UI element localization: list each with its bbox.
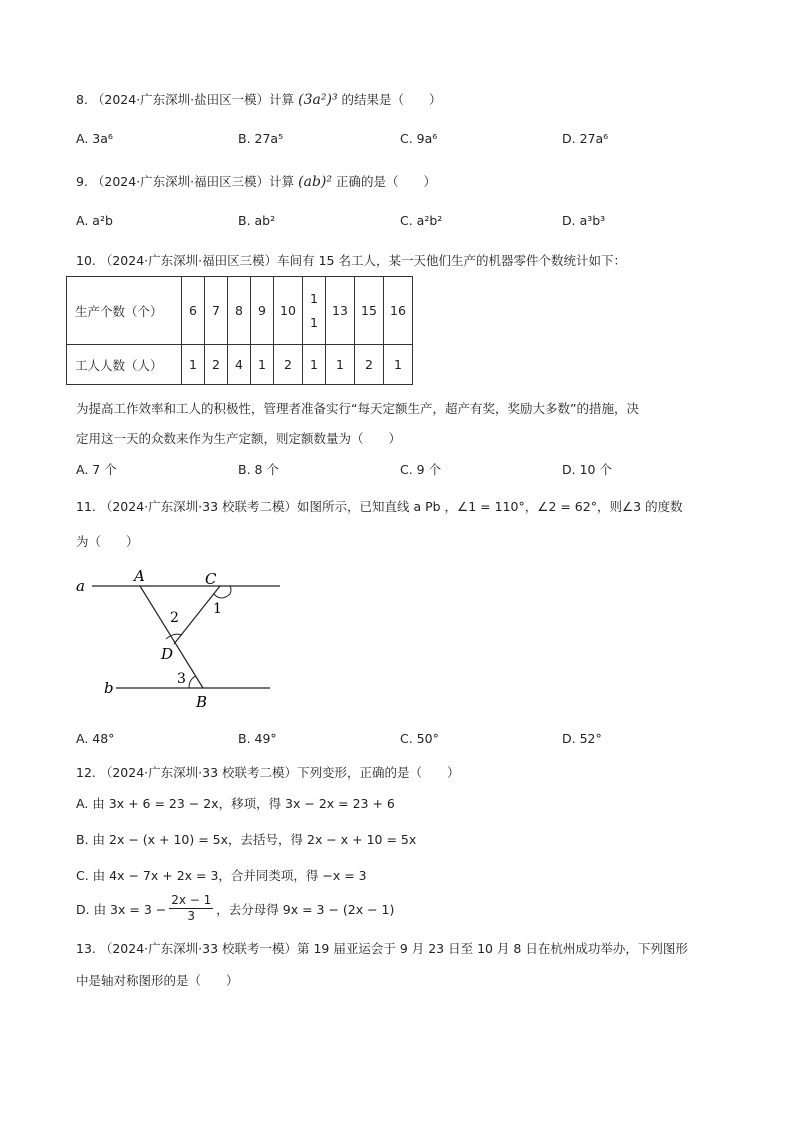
- q10-table: [66, 276, 413, 385]
- label-b: b: [104, 679, 114, 697]
- table-cell: 16: [384, 277, 413, 345]
- q11-option-d[interactable]: D. 52°: [562, 731, 602, 746]
- label-angle-1: 1: [213, 601, 222, 617]
- table-cell: 7: [205, 277, 228, 345]
- q12-stem: 12. （2024·广东深圳·33 校联考二模）下列变形，正确的是（ ）: [76, 765, 460, 780]
- q11-option-a[interactable]: A. 48°: [76, 731, 115, 746]
- angle-1-arc: [214, 586, 231, 598]
- q10-body-line-2: 定用这一天的众数来作为生产定额，则定额数量为（ ）: [76, 431, 402, 446]
- table-cell: 1: [182, 345, 205, 385]
- q10-option-d[interactable]: D. 10 个: [562, 462, 612, 477]
- q10-stem: 10. （2024·广东深圳·福田区三模）车间有 15 名工人，某一天他们生产的机器零件个数统计如下：: [76, 253, 626, 268]
- q10-body-line-1: 为提高工作效率和工人的积极性，管理者准备实行“每天定额生产，超产有奖，奖励大多数”的措施，决: [76, 401, 639, 416]
- angle-3-arc: [189, 676, 196, 688]
- q9-stem-line: [76, 172, 436, 190]
- table-cell: 1: [384, 345, 413, 385]
- q8-option-a[interactable]: A. 3a⁶: [76, 131, 113, 146]
- q8-expression: (3a²)³: [298, 92, 338, 108]
- fraction-denominator: 3: [187, 909, 196, 923]
- q11-parallel-lines-figure: [70, 566, 300, 716]
- q8-tail: 的结果是（ ）: [341, 92, 442, 107]
- q12-option-b[interactable]: B. 由 2x − (x + 10) = 5x，去括号，得 2x − x + 10 = 5x: [76, 832, 417, 847]
- q11-stem-line-1: 11. （2024·广东深圳·33 校联考二模）如图所示，已知直线 a Pb ，∠1 = 110°，∠2 = 62°，则∠3 的度数: [76, 499, 683, 514]
- q8-option-d[interactable]: D. 27a⁶: [562, 131, 609, 146]
- label-angle-2: 2: [170, 610, 179, 626]
- q8-option-c[interactable]: C. 9a⁶: [400, 131, 438, 146]
- q12-option-d-fraction: [169, 893, 213, 924]
- table-cell: 1: [303, 345, 326, 385]
- q13-stem-line-2: 中是轴对称图形的是（ ）: [76, 973, 239, 988]
- q9-option-a[interactable]: A. a²b: [76, 213, 113, 228]
- q11-option-c[interactable]: C. 50°: [400, 731, 439, 746]
- fraction-numerator: 2x − 1: [171, 893, 212, 907]
- table-row: [67, 277, 413, 345]
- table-cell: 6: [182, 277, 205, 345]
- table-row-header: 工人人数（人）: [67, 345, 182, 385]
- table-cell: 1 1: [303, 277, 326, 345]
- table-cell: 1: [326, 345, 355, 385]
- q13-stem-line-1: 13. （2024·广东深圳·33 校联考一模）第 19 届亚运会于 9 月 23 日至 10 月 8 日在杭州成功举办，下列图形: [76, 941, 688, 956]
- q8-stem-line: [76, 90, 442, 108]
- table-cell: 1: [251, 345, 274, 385]
- q8-stem: 8. （2024·广东深圳·盐田区一模）计算: [76, 92, 295, 107]
- q9-tail: 正确的是（ ）: [336, 174, 437, 189]
- table-row-header: 生产个数（个）: [67, 277, 182, 345]
- q9-expression: (ab)²: [298, 174, 333, 190]
- q9-option-b[interactable]: B. ab²: [238, 213, 276, 228]
- q11-stem-line-2: 为（ ）: [76, 534, 139, 549]
- q12-option-d-post: ，去分母得 9x = 3 − (2x − 1): [216, 901, 395, 917]
- table-cell: 9: [251, 277, 274, 345]
- q12-option-d-pre: D. 由 3x = 3 −: [76, 901, 167, 917]
- table-cell: 8: [228, 277, 251, 345]
- q9-option-d[interactable]: D. a³b³: [562, 213, 606, 228]
- q9-option-c[interactable]: C. a²b²: [400, 213, 443, 228]
- q10-option-b[interactable]: B. 8 个: [238, 462, 279, 477]
- q9-stem: 9. （2024·广东深圳·福田区三模）计算: [76, 174, 295, 189]
- label-point-a: A: [134, 567, 145, 585]
- q12-option-a[interactable]: A. 由 3x + 6 = 23 − 2x，移项，得 3x − 2x = 23 + 6: [76, 796, 395, 811]
- label-point-b: B: [196, 693, 208, 711]
- table-row: [67, 345, 413, 385]
- q10-option-a[interactable]: A. 7 个: [76, 462, 117, 477]
- table-cell: 2: [274, 345, 303, 385]
- q12-option-c[interactable]: C. 由 4x − 7x + 2x = 3，合并同类项，得 −x = 3: [76, 868, 367, 883]
- label-point-c: C: [205, 570, 217, 588]
- label-a: a: [76, 577, 85, 595]
- label-angle-3: 3: [177, 671, 186, 687]
- label-point-d: D: [161, 645, 174, 663]
- q8-option-b[interactable]: B. 27a⁵: [238, 131, 284, 146]
- segment-ab: [140, 586, 203, 688]
- table-cell: 4: [228, 345, 251, 385]
- q12-option-d[interactable]: [76, 893, 394, 924]
- table-cell: 10: [274, 277, 303, 345]
- q10-option-c[interactable]: C. 9 个: [400, 462, 442, 477]
- table-cell: 15: [355, 277, 384, 345]
- table-cell: 2: [205, 345, 228, 385]
- q11-option-b[interactable]: B. 49°: [238, 731, 277, 746]
- table-cell: 2: [355, 345, 384, 385]
- table-cell: 13: [326, 277, 355, 345]
